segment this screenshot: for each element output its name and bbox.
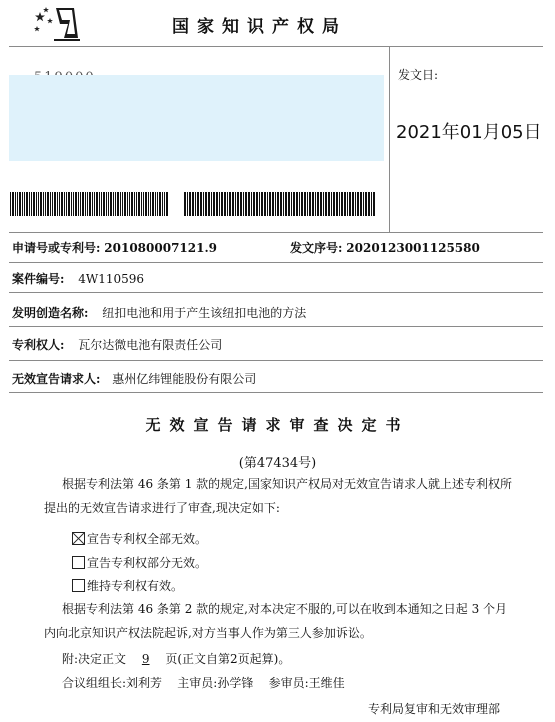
fields-divider-3 bbox=[9, 326, 543, 327]
attachment-prefix: 附:决定正文 bbox=[62, 652, 127, 666]
redacted-address-block bbox=[9, 75, 384, 161]
barcode-left bbox=[10, 192, 168, 216]
application-number-row bbox=[12, 239, 217, 256]
case-number-row bbox=[12, 270, 144, 287]
option-invalidate-all[interactable] bbox=[72, 530, 207, 547]
panel-members: 合议组组长:刘利芳 主审员:孙学锋 参审员:王维佳 bbox=[62, 676, 345, 690]
application-label: 申请号或专利号: bbox=[12, 241, 101, 255]
application-value: 201080007121.9 bbox=[104, 241, 217, 255]
paragraph-2-line-2: 内向北京知识产权法院起诉,对方当事人作为第三人参加诉讼。 bbox=[44, 626, 372, 640]
option-label: 维持专利权有效。 bbox=[87, 579, 184, 593]
invention-label: 发明创造名称: bbox=[12, 306, 89, 320]
invention-value: 纽扣电池和用于产生该纽扣电池的方法 bbox=[102, 306, 307, 320]
paragraph-1-line-1: 根据专利法第 46 条第 1 款的规定,国家知识产权局对无效宣告请求人就上述专利权所 bbox=[62, 477, 512, 491]
option-label: 宣告专利权全部无效。 bbox=[87, 532, 208, 546]
requester-row bbox=[12, 370, 256, 387]
barcode-right bbox=[184, 192, 376, 216]
issue-date-value: 2021年01月05日 bbox=[396, 122, 542, 143]
invention-name-row bbox=[12, 304, 306, 321]
option-maintain-valid[interactable] bbox=[72, 577, 183, 594]
case-label: 案件编号: bbox=[12, 272, 65, 286]
patentee-row bbox=[12, 336, 222, 353]
serial-number-row bbox=[290, 239, 480, 256]
checkbox-checked-icon[interactable] bbox=[72, 532, 85, 545]
patentee-label: 专利权人: bbox=[12, 338, 65, 352]
fields-divider-1 bbox=[9, 262, 543, 263]
checkbox-empty-icon[interactable] bbox=[72, 579, 85, 592]
requester-value: 惠州亿纬锂能股份有限公司 bbox=[112, 372, 257, 386]
option-label: 宣告专利权部分无效。 bbox=[87, 556, 208, 570]
date-column-divider bbox=[389, 47, 390, 232]
fields-divider-4 bbox=[9, 360, 543, 361]
attachment-suffix: 页(正文自第2页起算)。 bbox=[165, 652, 291, 666]
paragraph-2-line-1: 根据专利法第 46 条第 2 款的规定,对本决定不服的,可以在收到本通知之日起 3 个月 bbox=[62, 602, 508, 616]
checkbox-empty-icon[interactable] bbox=[72, 556, 85, 569]
decision-paragraph-2 bbox=[44, 597, 507, 645]
decision-number: (第47434号) bbox=[238, 456, 317, 471]
office-name: 国家知识产权局 bbox=[172, 17, 347, 37]
serial-value: 2020123001125580 bbox=[346, 241, 480, 255]
case-value: 4W110596 bbox=[78, 272, 145, 286]
fields-divider-5 bbox=[9, 392, 543, 393]
option-invalidate-partial[interactable] bbox=[72, 554, 207, 571]
fields-divider-2 bbox=[9, 292, 543, 293]
office-emblem-icon bbox=[34, 4, 84, 42]
department-name: 专利局复审和无效审理部 bbox=[368, 702, 501, 716]
paragraph-1-line-2: 提出的无效宣告请求进行了审查,现决定如下: bbox=[44, 501, 280, 515]
issue-date-label: 发文日: bbox=[398, 68, 439, 82]
fields-top-divider bbox=[9, 232, 543, 233]
serial-label: 发文序号: bbox=[290, 241, 343, 255]
requester-label: 无效宣告请求人: bbox=[12, 372, 101, 386]
decision-title: 无效宣告请求审查决定书 bbox=[145, 416, 410, 434]
decision-paragraph-1 bbox=[44, 472, 512, 520]
attachment-line bbox=[62, 647, 290, 671]
header-divider bbox=[9, 46, 543, 47]
attachment-pages: 9 bbox=[141, 652, 150, 666]
patentee-value: 瓦尔达微电池有限责任公司 bbox=[78, 338, 223, 352]
